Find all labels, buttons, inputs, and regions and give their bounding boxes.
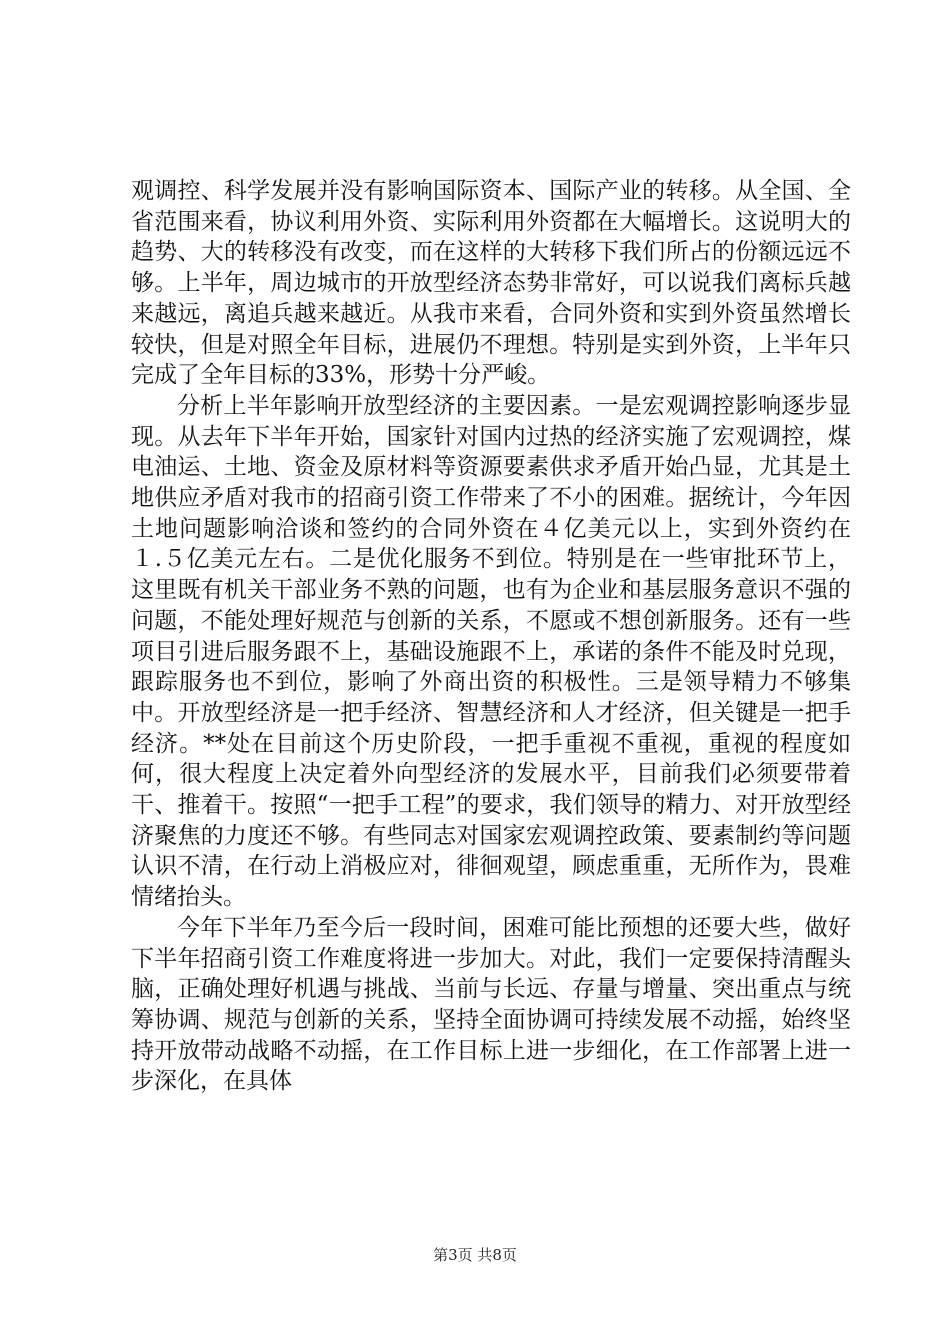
page-number: 第3页 共8页 [433,1246,517,1264]
page-footer [0,1245,950,1265]
paragraph-continuation: 观调控、科学发展并没有影响国际资本、国际产业的转移。从全国、全省范围来看，协议利用外资、实际利用外资都在大幅增长。这说明大的趋势、大的转移没有改变，而在这样的大转移下我们所占的份额远远不够。上半年，周边城市的开放型经济态势非常好，可以说我们离标兵越来越远，离追兵越来越近。从我市来看，合同外资和实到外资虽然增长较快，但是对照全年目标，进展仍不理想。特别是实到外资，上半年只完成了全年目标的33%，形势十分严峻。 [131,178,851,389]
paragraph-factors: 分析上半年影响开放型经济的主要因素。一是宏观调控影响逐步显现。从去年下半年开始，国家针对国内过热的经济实施了宏观调控，煤电油运、土地、资金及原材料等资源要素供求矛盾开始凸显，尤其是土地供应矛盾对我市的招商引资工作带来了不小的困难。据统计，今年因土地问题影响洽谈和签约的合同外资在４亿美元以上，实到外资约在１.５亿美元左右。二是优化服务不到位。特别是在一些审批环节上，这里既有机关干部业务不熟的问题，也有为企业和基层服务意识不强的问题，不能处理好规范与创新的关系，不愿或不想创新服务。还有一些项目引进后服务跟不上，基础设施跟不上，承诺的条件不能及时兑现，跟踪服务也不到位，影响了外商出资的积极性。三是领导精力不够集中。开放型经济是一把手经济、智慧经济和人才经济，但关键是一把手经济。**处在目前这个历史阶段，一把手重视不重视，重视的程度如何，很大程度上决定着外向型经济的发展水平，目前我们必须要带着干、推着干。按照“一把手工程”的要求，我们领导的精力、对开放型经济聚焦的力度还不够。有些同志对国家宏观调控政策、要素制约等问题认识不清，在行动上消极应对，徘徊观望，顾虑重重，无所作为，畏难情绪抬头。 [131,392,851,911]
document-body [131,176,851,1097]
paragraph-outlook: 今年下半年乃至今后一段时间，困难可能比预想的还要大些，做好下半年招商引资工作难度将进一步加大。对此，我们一定要保持清醒头脑，正确处理好机遇与挑战、当前与长远、存量与增量、突出重点与统筹协调、规范与创新的关系，坚持全面协调可持续发展不动摇，始终坚持开放带动战略不动摇，在工作目标上进一步细化，在工作部署上进一步深化，在具体 [131,914,851,1095]
